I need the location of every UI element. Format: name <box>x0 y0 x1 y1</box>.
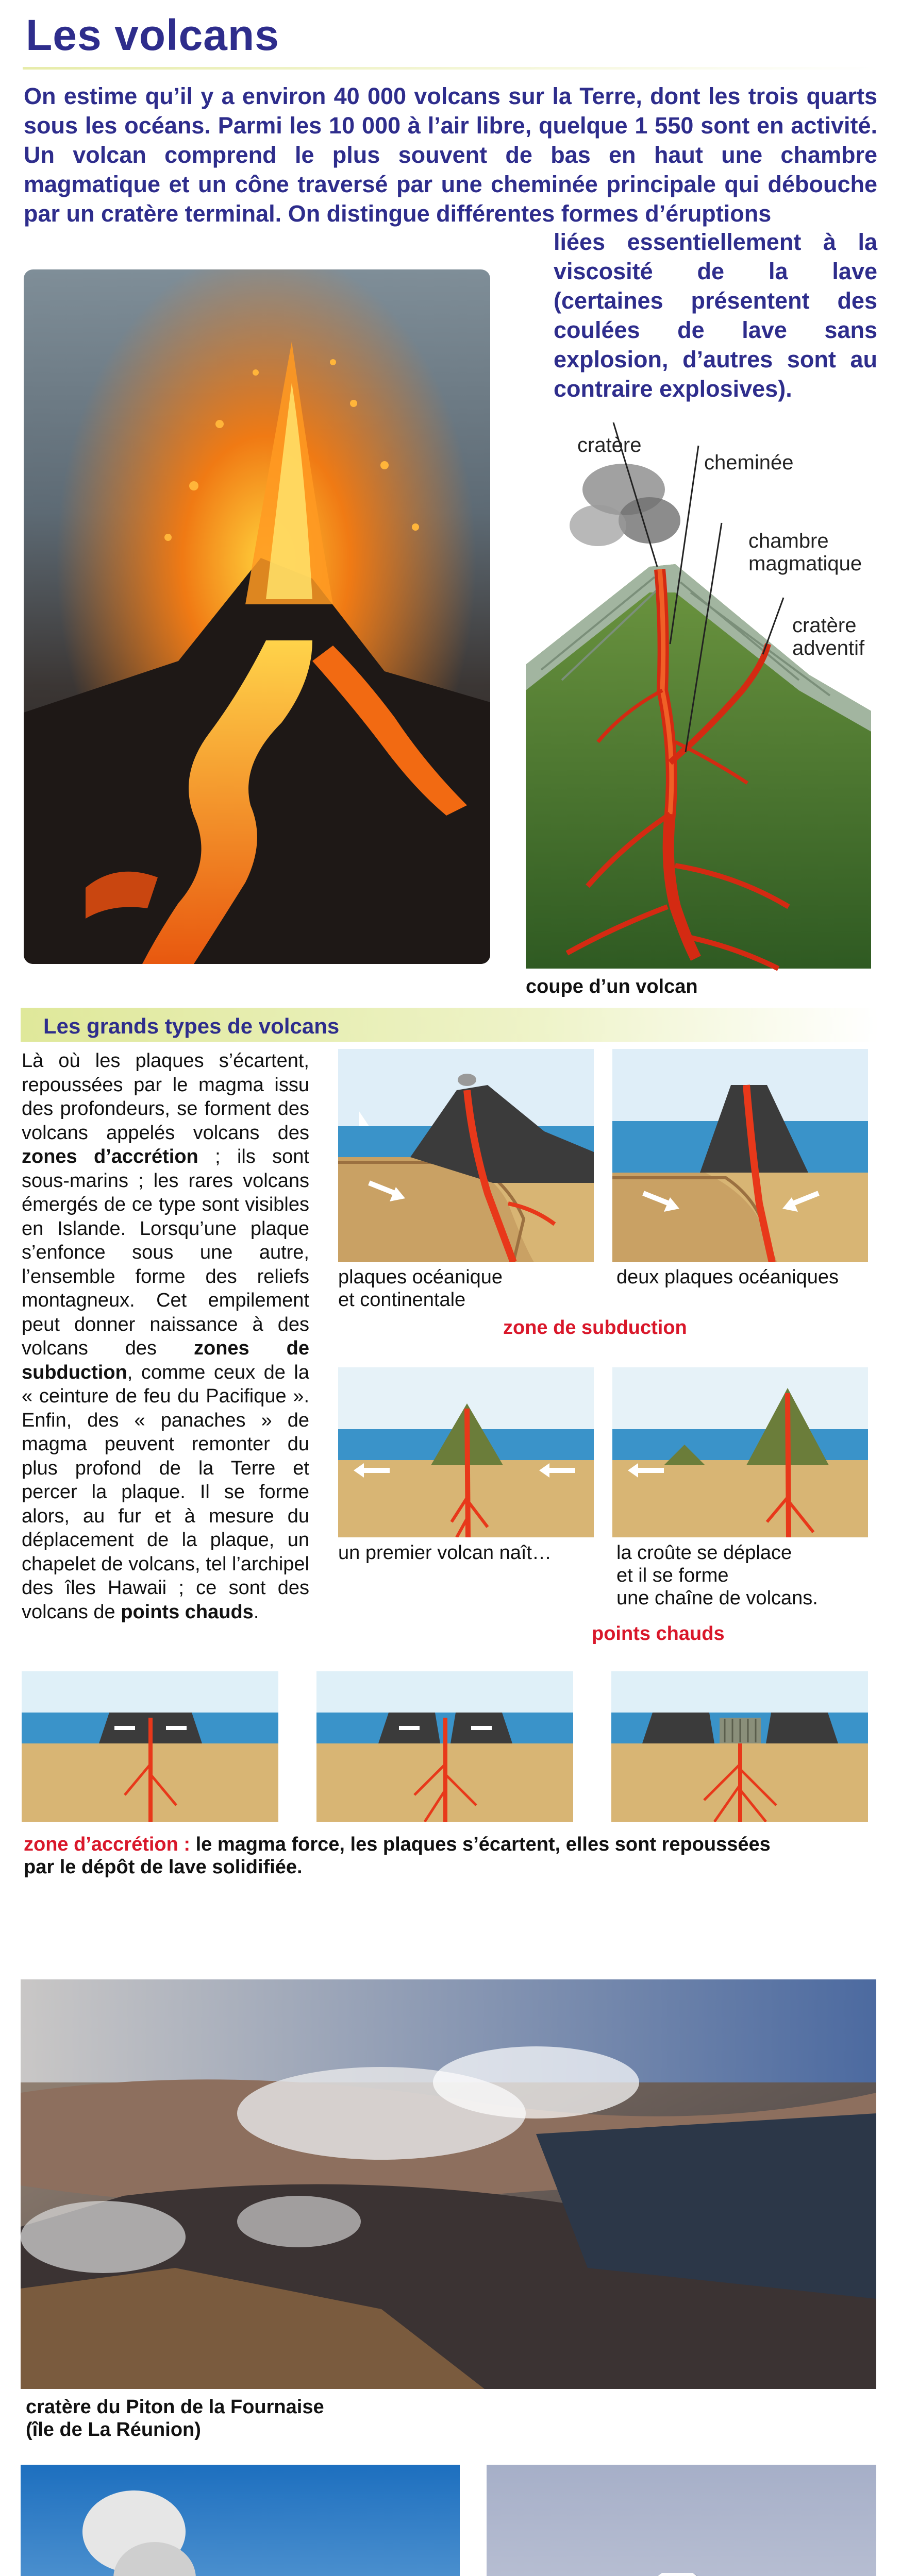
accretion-diagram-2 <box>316 1671 573 1822</box>
page-title: Les volcans <box>26 11 279 59</box>
body-segment: , comme ceux de la « ceinture de feu du Pacifique ». Enfin, des « panaches » de magma peuvent remonter du plus profond de la Terre et percer la plaque. Il se forme alors, au fur et à mesure du déplacement de la plaque, un chapelet de volcans, tel l’archipel des îles Hawaii ; ce sont des volcans de <box>22 1361 309 1623</box>
section-band <box>21 1008 879 1042</box>
body-segment: ; ils sont sous-marins ; les rares volcans émergés de ce type sont visibles en Islande. Lorsqu’une plaque s’enfonce sous une autre, l’ensemble forme des reliefs montagneux. Cet empilement peut donner naissance à des volcans des <box>22 1146 309 1359</box>
fuji-photo <box>487 2465 876 2576</box>
diagram-caption: coupe d’un volcan <box>526 976 698 997</box>
body-segment: . <box>253 1601 259 1623</box>
body-segment: Là où les plaques s’écartent, repoussées par le magma issu des profondeurs, se forment des volcans appelés volcans des <box>22 1050 309 1144</box>
accretion-diagram-3 <box>611 1671 868 1822</box>
accretion-diagram-1 <box>22 1671 278 1822</box>
hotspot-diagram-first-volcano <box>338 1367 594 1537</box>
accretion-title: zone d’accrétion : <box>24 1834 191 1855</box>
section-title: Les grands types de volcans <box>43 1014 340 1038</box>
arenal-photo <box>21 2465 460 2576</box>
subduction-caption-2: deux plaques océaniques <box>616 1266 839 1288</box>
volcano-cross-section-diagram <box>521 422 881 979</box>
body-keyword: zones d’accrétion <box>22 1146 198 1167</box>
body-keyword: zones de subduction <box>22 1337 309 1383</box>
hotspot-diagram-chain <box>612 1367 868 1537</box>
label-chambre-magmatique: chambre magmatique <box>748 530 862 575</box>
label-cratere-adventif: cratère adventif <box>792 614 865 659</box>
accretion-text: le magma force, les plaques s’écartent, elles sont repoussées par le dépôt de lave solidifiée. <box>24 1834 771 1878</box>
lava-eruption-photo <box>24 269 490 964</box>
label-cratere: cratère <box>577 434 642 456</box>
types-body-text <box>22 1049 309 1624</box>
intro-paragraph-continued: liées essentiellement à la viscosité de la lave (certaines présentent des coulées de lave sans explosion, d’autres sont au contraire explosives). <box>554 229 877 402</box>
label-cheminee: cheminée <box>704 451 794 474</box>
title-divider <box>23 67 878 70</box>
hotspot-caption-2: la croûte se déplace et il se forme une chaîne de volcans. <box>616 1542 818 1609</box>
hotspot-title: points chauds <box>592 1623 725 1645</box>
subduction-diagram-oceanic-continental <box>338 1049 594 1262</box>
subduction-caption-1: plaques océanique et continentale <box>338 1266 503 1311</box>
piton-fournaise-photo <box>21 1979 876 2389</box>
piton-caption <box>26 2396 324 2441</box>
accretion-caption <box>24 1833 771 1878</box>
subduction-diagram-two-oceanic <box>612 1049 868 1262</box>
hotspot-caption-1: un premier volcan naît… <box>338 1542 552 1564</box>
intro-paragraph: On estime qu’il y a environ 40 000 volcans sur la Terre, dont les trois quarts sous les océans. Parmi les 10 000 à l’air libre, quelque 1 550 sont en activité. Un volcan comprend le plus souvent de bas en haut une chambre magmatique et un cône traversé par une cheminée principale qui débouche par un cratère terminal. On distingue différentes formes d’éruptions <box>24 83 877 227</box>
piton-caption-text: cratère du Piton de la Fournaise (île de La Réunion) <box>26 2396 324 2441</box>
body-keyword: points chauds <box>121 1601 254 1623</box>
subduction-title: zone de subduction <box>503 1317 687 1338</box>
